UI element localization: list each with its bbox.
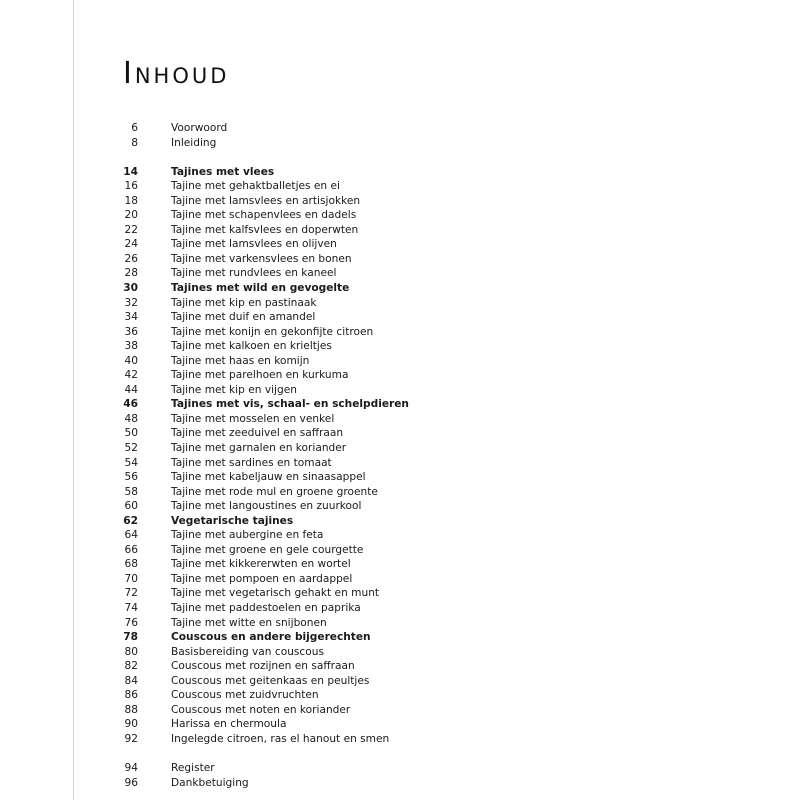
toc-chapter-heading [110,514,770,529]
toc-page-number: 22 [124,223,138,236]
toc-chapter-heading [110,165,770,180]
toc-entry-title: Tajine met sardines en tomaat [171,456,332,469]
toc-entry-title: Couscous met zuidvruchten [171,689,319,702]
toc-entry [110,485,770,500]
toc-entry-title: Tajines met vlees [171,165,275,178]
toc-page-number: 52 [124,441,138,454]
toc-entry-title: Tajine met garnalen en koriander [171,441,347,454]
toc-entry-title: Tajine met kip en vijgen [171,383,297,396]
toc-page-number: 48 [124,412,138,425]
toc-entry [110,688,770,703]
toc-entry-title: Vegetarische tajines [171,514,294,527]
toc-entry-title: Tajine met lamsvlees en olijven [171,238,337,251]
toc-entry [110,121,770,136]
toc-entry [110,703,770,718]
toc-entry-title: Tajine met rode mul en groene groente [171,485,378,498]
toc-entry-title: Tajine met kalkoen en krieltjes [171,340,332,353]
toc-entry [110,717,770,732]
toc-page-number: 76 [124,616,138,629]
toc-entry [110,179,770,194]
toc-entry-title: Tajines met wild en gevogelte [171,281,350,294]
toc-page-number: 40 [124,354,138,367]
toc-main-section [110,165,770,747]
toc-page-number: 74 [124,602,138,614]
toc-entry [110,325,770,340]
toc-page-number: 16 [124,180,138,193]
toc-page-number: 8 [131,136,138,149]
toc-page-number: 92 [124,732,138,745]
toc-page-number: 50 [124,427,138,440]
toc-page-number: 32 [124,296,138,309]
toc-entry-title: Tajine met mosselen en venkel [171,412,335,425]
toc-entry [110,572,770,587]
toc-entry-title: Tajine met lamsvlees en artisjokken [171,194,361,207]
toc-entry-title: Basisbereiding van couscous [171,645,324,658]
toc-outro-section [110,761,770,790]
toc-entry [110,761,770,776]
toc-page-number: 94 [124,761,138,774]
toc-page-number: 66 [124,543,138,556]
toc-entry [110,470,770,485]
toc-intro-section [110,121,770,150]
toc-entry-title: Tajine met kikkererwten en wortel [171,558,351,571]
toc-entry [110,674,770,689]
toc-entry-title: Tajine met parelhoen en kurkuma [171,369,349,382]
toc-entry [110,296,770,311]
toc-entry-title: Tajine met rundvlees en kaneel [171,267,337,280]
toc-entry [110,543,770,558]
toc-entry [110,776,770,791]
toc-entry-title: Tajine met kalfsvlees en doperwten [171,223,359,236]
toc-entry-title: Tajines met vis, schaal- en schelpdieren [171,398,409,411]
toc-entry-title: Tajine met kip en pastinaak [171,296,317,309]
toc-entry-title: Tajine met duif en amandel [171,311,316,324]
toc-entry-title: Voorwoord [171,122,228,134]
toc-entry-title: Tajine met varkensvlees en bonen [171,252,352,265]
toc-entry-title: Tajine met aubergine en feta [171,529,324,542]
toc-entry [110,499,770,514]
toc-entry-title: Couscous met noten en koriander [171,703,351,716]
toc-entry-title: Tajine met witte en snijbonen [171,616,327,629]
toc-page-number: 28 [124,267,138,280]
toc-entry [110,659,770,674]
toc-entry [110,732,770,747]
toc-page-number: 56 [124,471,138,484]
toc-page-number: 46 [123,398,138,411]
page-edge [0,0,74,800]
toc-entry-title: Tajine met vegetarisch gehakt en munt [171,587,380,600]
toc-entry [110,426,770,441]
toc-page-number: 86 [124,689,138,702]
toc-entry-title: Tajine met konijn en gekonfijte citroen [171,325,374,338]
toc-gap [110,150,770,165]
toc-entry [110,616,770,631]
toc-page-number: 42 [124,369,138,382]
toc-entry-title: Tajine met schapenvlees en dadels [171,209,357,222]
toc-entry [110,339,770,354]
toc-page-number: 36 [124,325,138,338]
toc-chapter-heading [110,397,770,412]
toc-entry-title: Tajine met gehaktballetjes en ei [171,180,340,193]
toc-entry-title: Couscous met rozijnen en saffraan [171,660,355,673]
toc-entry [110,252,770,267]
toc-page-number: 60 [124,500,138,513]
toc-page-number: 58 [124,485,138,498]
toc-page-number: 90 [124,718,138,731]
toc-entry [110,368,770,383]
toc-page-number: 44 [124,383,138,396]
toc-entry-title: Tajine met groene en gele courgette [171,543,364,556]
toc-entry-title: Tajine met pompoen en aardappel [171,572,353,585]
toc-page-number: 78 [123,631,138,644]
toc-entry [110,310,770,325]
toc-entry [110,412,770,427]
toc-entry [110,266,770,281]
toc-entry [110,441,770,456]
page-title: Inhoud [123,56,230,91]
toc-entry-title: Inleiding [171,136,217,149]
toc-page-number: 38 [124,340,138,353]
toc-page-number: 6 [131,122,138,134]
toc-entry-title: Ingelegde citroen, ras el hanout en smen [171,732,390,745]
toc-entry [110,208,770,223]
toc-entry [110,136,770,151]
toc-entry [110,223,770,238]
toc-page-number: 14 [123,165,138,178]
toc-page-number: 96 [124,776,138,789]
toc-page-number: 26 [124,252,138,265]
toc-entry-title: Tajine met zeeduivel en saffraan [171,427,344,440]
toc-page-number: 18 [124,194,138,207]
toc-entry-title: Register [171,761,215,774]
toc-entry-title: Tajine met paddestoelen en paprika [171,602,361,614]
toc-page-number: 82 [124,660,138,673]
toc-entry [110,557,770,572]
table-of-contents [110,121,770,790]
toc-entry [110,456,770,471]
toc-entry-title: Harissa en chermoula [171,718,287,731]
toc-page-number: 20 [124,209,138,222]
toc-page-number: 62 [123,514,138,527]
toc-page-number: 84 [124,674,138,687]
toc-page-number: 24 [124,238,138,251]
toc-gap [110,746,770,761]
toc-page-number: 72 [124,587,138,600]
toc-page-number: 64 [124,529,138,542]
toc-page-number: 30 [123,281,138,294]
toc-page-number: 70 [124,572,138,585]
toc-entry [110,237,770,252]
toc-entry [110,383,770,398]
toc-entry [110,354,770,369]
toc-entry-title: Tajine met haas en komijn [171,354,310,367]
toc-entry [110,194,770,209]
toc-page-number: 68 [124,558,138,571]
toc-entry-title: Couscous en andere bijgerechten [171,631,371,644]
toc-page-number: 80 [124,645,138,658]
toc-entry-title: Dankbetuiging [171,776,249,789]
toc-entry-title: Tajine met langoustines en zuurkool [171,500,362,513]
toc-entry [110,586,770,601]
toc-entry [110,645,770,660]
toc-page-number: 88 [124,703,138,716]
toc-chapter-heading [110,630,770,645]
toc-entry [110,601,770,616]
toc-entry-title: Tajine met kabeljauw en sinaasappel [171,471,366,484]
toc-entry [110,528,770,543]
toc-page-number: 34 [124,311,138,324]
toc-chapter-heading [110,281,770,296]
toc-page-number: 54 [124,456,138,469]
toc-entry-title: Couscous met geitenkaas en peultjes [171,674,370,687]
